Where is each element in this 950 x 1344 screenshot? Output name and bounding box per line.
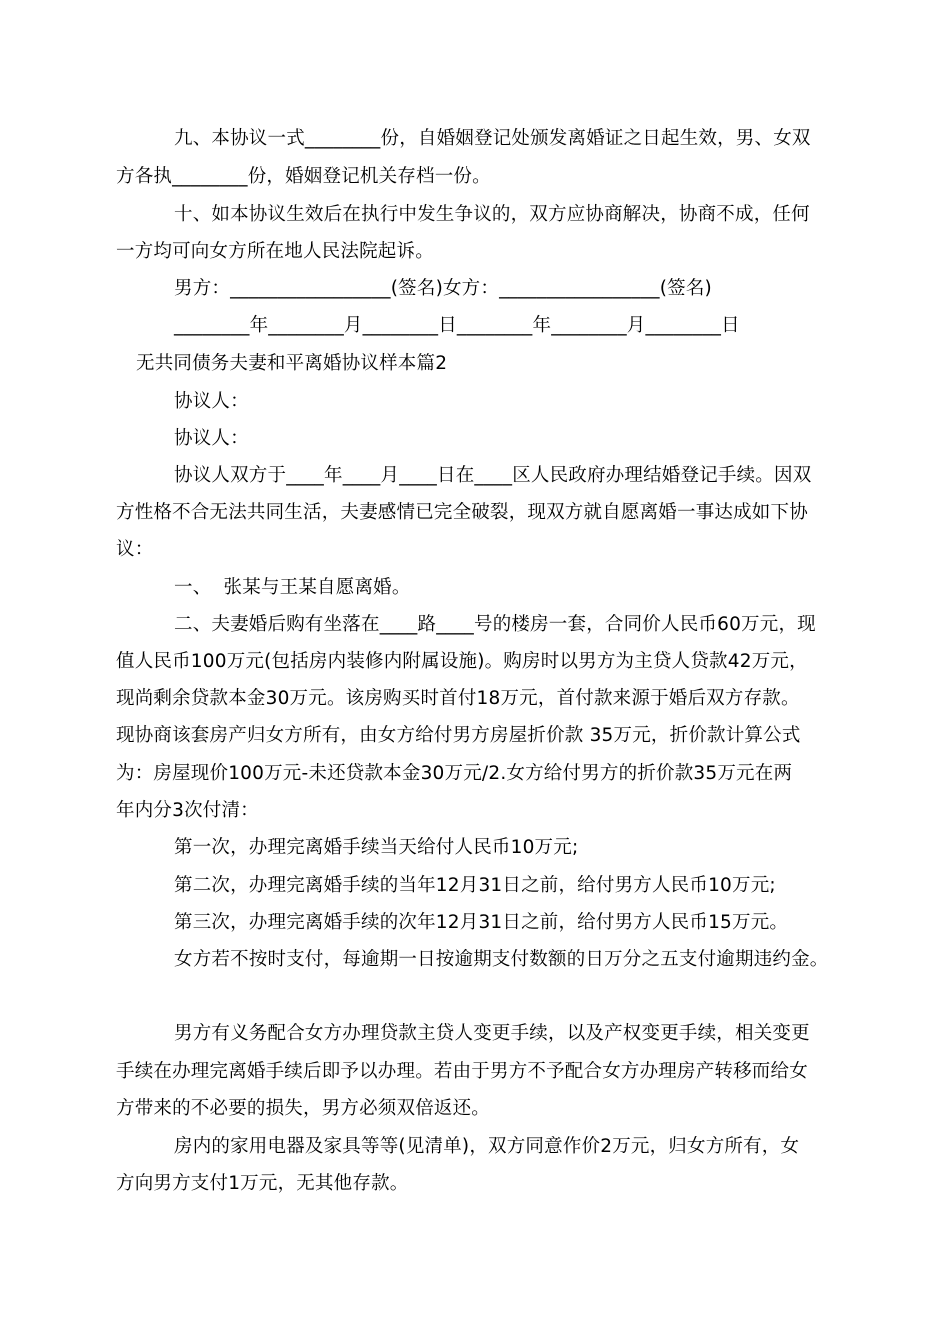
- clause-9-line-1: 九、本协议一式________份，自婚姻登记处颁发离婚证之日起生效，男、女双: [174, 128, 811, 149]
- clause-10-line-1: 十、如本协议生效后在执行中发生争议的，双方应协商解决，协商不成，任何: [174, 204, 810, 225]
- article-2-line-2: 值人民币100万元(包括房内装修内附属设施)。购房时以男方为主贷人贷款42万元，: [116, 651, 808, 672]
- party-line-2: 协议人：: [174, 428, 249, 449]
- clause-9-line-2: 方各执________份，婚姻登记机关存档一份。: [116, 166, 491, 187]
- payment-1: 第一次，办理完离婚手续当天给付人民币10万元;: [174, 837, 579, 858]
- furniture-line-2: 方向男方支付1万元，无其他存款。: [116, 1173, 409, 1194]
- preamble-line-1: 协议人双方于____年____月____日在____区人民政府办理结婚登记手续。因双: [174, 465, 812, 486]
- preamble-line-3: 议：: [116, 539, 154, 560]
- payment-3: 第三次，办理完离婚手续的次年12月31日之前，给付男方人民币15万元。: [174, 912, 789, 933]
- article-1: 一、 张某与王某自愿离婚。: [174, 577, 411, 598]
- preamble-line-2: 方性格不合无法共同生活，夫妻感情已完全破裂，现双方就自愿离婚一事达成如下协: [116, 502, 808, 523]
- article-2-line-4: 现协商该套房产归女方所有，由女方给付男方房屋折价款 35万元，折价款计算公式: [116, 725, 801, 746]
- section-heading: 无共同债务夫妻和平离婚协议样本篇2: [136, 353, 448, 374]
- date-line: ________年________月________日________年________月________日: [174, 315, 740, 336]
- clause-10-line-2: 一方均可向女方所在地人民法院起诉。: [116, 241, 434, 262]
- obligation-line-3: 方带来的不必要的损失，男方必须双倍返还。: [116, 1098, 491, 1119]
- obligation-line-2: 手续在办理完离婚手续后即予以办理。若由于男方不予配合女方办理房产转移而给女: [116, 1061, 808, 1082]
- article-2-line-3: 现尚剩余贷款本金30万元。该房购买时首付18万元，首付款来源于婚后双方存款。: [116, 688, 800, 709]
- obligation-line-1: 男方有义务配合女方办理贷款主贷人变更手续，以及产权变更手续，相关变更: [174, 1023, 810, 1044]
- article-2-line-5: 为：房屋现价100万元-未还贷款本金30万元/2.女方给付男方的折价款35万元在两: [116, 763, 793, 784]
- penalty-line: 女方若不按时支付，每逾期一日按逾期支付数额的日万分之五支付逾期违约金。: [174, 949, 829, 970]
- article-2-line-6: 年内分3次付清：: [116, 800, 259, 821]
- furniture-line-1: 房内的家用电器及家具等等(见清单)，双方同意作价2万元，归女方所有，女: [174, 1136, 800, 1157]
- article-2-line-1: 二、夫妻婚后购有坐落在____路____号的楼房一套，合同价人民币60万元，现: [174, 614, 816, 635]
- payment-2: 第二次，办理完离婚手续的当年12月31日之前，给付男方人民币10万元;: [174, 875, 776, 896]
- signature-line: 男方：_________________(签名)女方：_________________(签名): [174, 278, 712, 299]
- party-line-1: 协议人：: [174, 391, 249, 412]
